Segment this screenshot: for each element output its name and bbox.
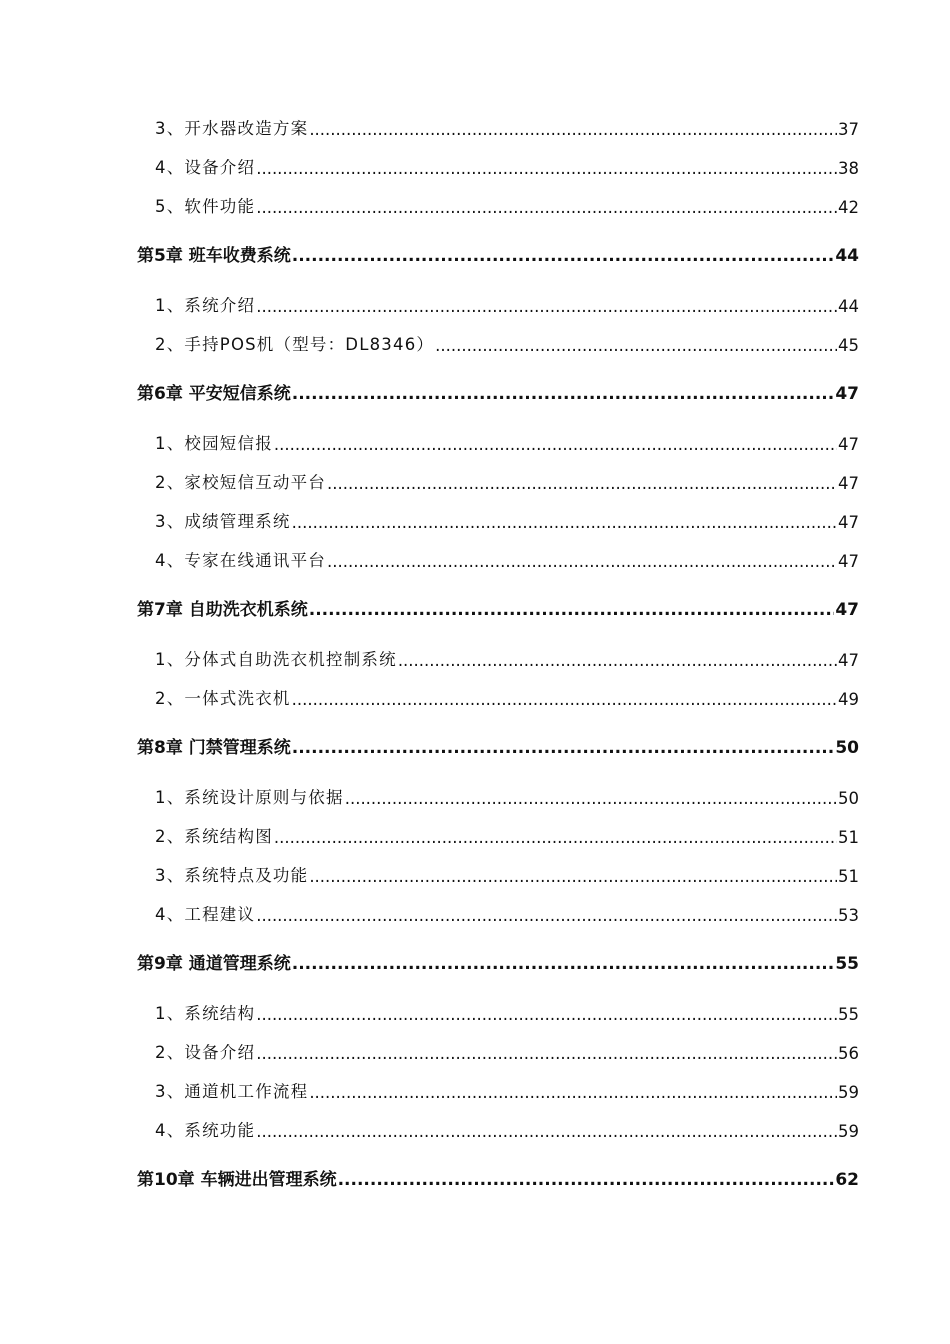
- toc-entry-label: 1、系统结构: [155, 1004, 256, 1023]
- toc-entry-label: 1、分体式自助洗衣机控制系统: [155, 650, 397, 669]
- toc-section-entry[interactable]: [155, 545, 859, 571]
- toc-entry-label: 3、系统特点及功能: [155, 866, 309, 885]
- dot-leader: [256, 1044, 837, 1063]
- toc-page-number: 47: [838, 651, 859, 670]
- toc-page-number: 59: [838, 1122, 859, 1141]
- dot-leader: [274, 828, 837, 847]
- toc-section-entry[interactable]: [155, 998, 859, 1024]
- dot-leader: [274, 435, 837, 454]
- toc-section-entry[interactable]: [155, 782, 859, 808]
- toc-entry-label: 2、系统结构图: [155, 827, 273, 846]
- dot-leader: [309, 600, 835, 620]
- toc-section-entry[interactable]: [155, 1037, 859, 1063]
- dot-leader: [292, 246, 835, 266]
- toc-entry-label: 第8章 门禁管理系统: [137, 738, 291, 758]
- toc-chapter-entry[interactable]: [137, 732, 859, 758]
- dot-leader: [256, 198, 837, 217]
- dot-leader: [256, 159, 837, 178]
- toc-section-entry[interactable]: [155, 113, 859, 139]
- toc-page-number: 49: [838, 690, 859, 709]
- toc-page-number: 62: [835, 1170, 859, 1190]
- toc-section-entry[interactable]: [155, 191, 859, 217]
- dot-leader: [292, 954, 835, 974]
- toc-page-number: 38: [838, 159, 859, 178]
- toc-entry-label: 1、系统介绍: [155, 296, 256, 315]
- toc-page-number: 47: [835, 384, 859, 404]
- toc-entry-label: 5、软件功能: [155, 197, 256, 216]
- toc-entry-label: 4、工程建议: [155, 905, 256, 924]
- dot-leader: [256, 1122, 837, 1141]
- dot-leader: [292, 738, 835, 758]
- toc-section-entry[interactable]: [155, 428, 859, 454]
- toc-chapter-entry[interactable]: [137, 1164, 859, 1190]
- toc-entry-label: 第6章 平安短信系统: [137, 384, 291, 404]
- dot-leader: [256, 906, 837, 925]
- dot-leader: [327, 474, 837, 493]
- toc-chapter-entry[interactable]: [137, 378, 859, 404]
- toc-entry-label: 2、设备介绍: [155, 1043, 256, 1062]
- dot-leader: [292, 513, 837, 532]
- toc-entry-label: 第7章 自助洗衣机系统: [137, 600, 308, 620]
- toc-entry-label: 1、校园短信报: [155, 434, 273, 453]
- toc-entry-label: 4、专家在线通讯平台: [155, 551, 326, 570]
- toc-entry-label: 2、家校短信互动平台: [155, 473, 326, 492]
- toc-entry-label: 3、成绩管理系统: [155, 512, 291, 531]
- toc-section-entry[interactable]: [155, 644, 859, 670]
- toc-section-entry[interactable]: [155, 860, 859, 886]
- toc-entry-label: 1、系统设计原则与依据: [155, 788, 344, 807]
- toc-page-number: 55: [835, 954, 859, 974]
- dot-leader: [327, 552, 837, 571]
- toc-entry-label: 3、开水器改造方案: [155, 119, 309, 138]
- toc-entry-label: 2、手持POS机（型号：DL8346）: [155, 335, 435, 354]
- toc-section-entry[interactable]: [155, 290, 859, 316]
- toc-entry-label: 第9章 通道管理系统: [137, 954, 291, 974]
- toc-page-number: 51: [838, 828, 859, 847]
- toc-section-entry[interactable]: [155, 329, 859, 355]
- toc-page-number: 50: [838, 789, 859, 808]
- dot-leader: [292, 384, 835, 404]
- toc-section-entry[interactable]: [155, 1076, 859, 1102]
- toc-page-number: 47: [838, 435, 859, 454]
- toc-page-number: 47: [835, 600, 859, 620]
- toc-page-number: 44: [838, 297, 859, 316]
- dot-leader: [292, 690, 837, 709]
- toc-section-entry[interactable]: [155, 152, 859, 178]
- toc-section-entry[interactable]: [155, 467, 859, 493]
- toc-page-number: 55: [838, 1005, 859, 1024]
- toc-page-number: 42: [838, 198, 859, 217]
- toc-section-entry[interactable]: [155, 1115, 859, 1141]
- toc-page-number: 51: [838, 867, 859, 886]
- toc-chapter-entry[interactable]: [137, 240, 859, 266]
- dot-leader: [345, 789, 837, 808]
- dot-leader: [435, 336, 837, 355]
- toc-section-entry[interactable]: [155, 899, 859, 925]
- dot-leader: [309, 867, 837, 886]
- dot-leader: [338, 1170, 835, 1190]
- toc-section-entry[interactable]: [155, 683, 859, 709]
- toc-chapter-entry[interactable]: [137, 594, 859, 620]
- toc-entry-label: 2、一体式洗衣机: [155, 689, 291, 708]
- toc-page-number: 44: [835, 246, 859, 266]
- toc-section-entry[interactable]: [155, 506, 859, 532]
- toc-entry-label: 第10章 车辆进出管理系统: [137, 1170, 337, 1190]
- toc-entry-label: 4、系统功能: [155, 1121, 256, 1140]
- dot-leader: [256, 297, 837, 316]
- toc-page-number: 56: [838, 1044, 859, 1063]
- toc-entry-label: 第5章 班车收费系统: [137, 246, 291, 266]
- dot-leader: [309, 120, 837, 139]
- toc-page-number: 47: [838, 513, 859, 532]
- toc-page-number: 37: [838, 120, 859, 139]
- toc-entry-label: 3、通道机工作流程: [155, 1082, 309, 1101]
- toc-entry-label: 4、设备介绍: [155, 158, 256, 177]
- dot-leader: [309, 1083, 837, 1102]
- toc-page-number: 59: [838, 1083, 859, 1102]
- toc-page-number: 45: [838, 336, 859, 355]
- toc-page-number: 47: [838, 474, 859, 493]
- toc-page-number: 50: [835, 738, 859, 758]
- toc-section-entry[interactable]: [155, 821, 859, 847]
- dot-leader: [398, 651, 837, 670]
- toc-page-number: 53: [838, 906, 859, 925]
- toc-chapter-entry[interactable]: [137, 948, 859, 974]
- toc-page-number: 47: [838, 552, 859, 571]
- dot-leader: [256, 1005, 837, 1024]
